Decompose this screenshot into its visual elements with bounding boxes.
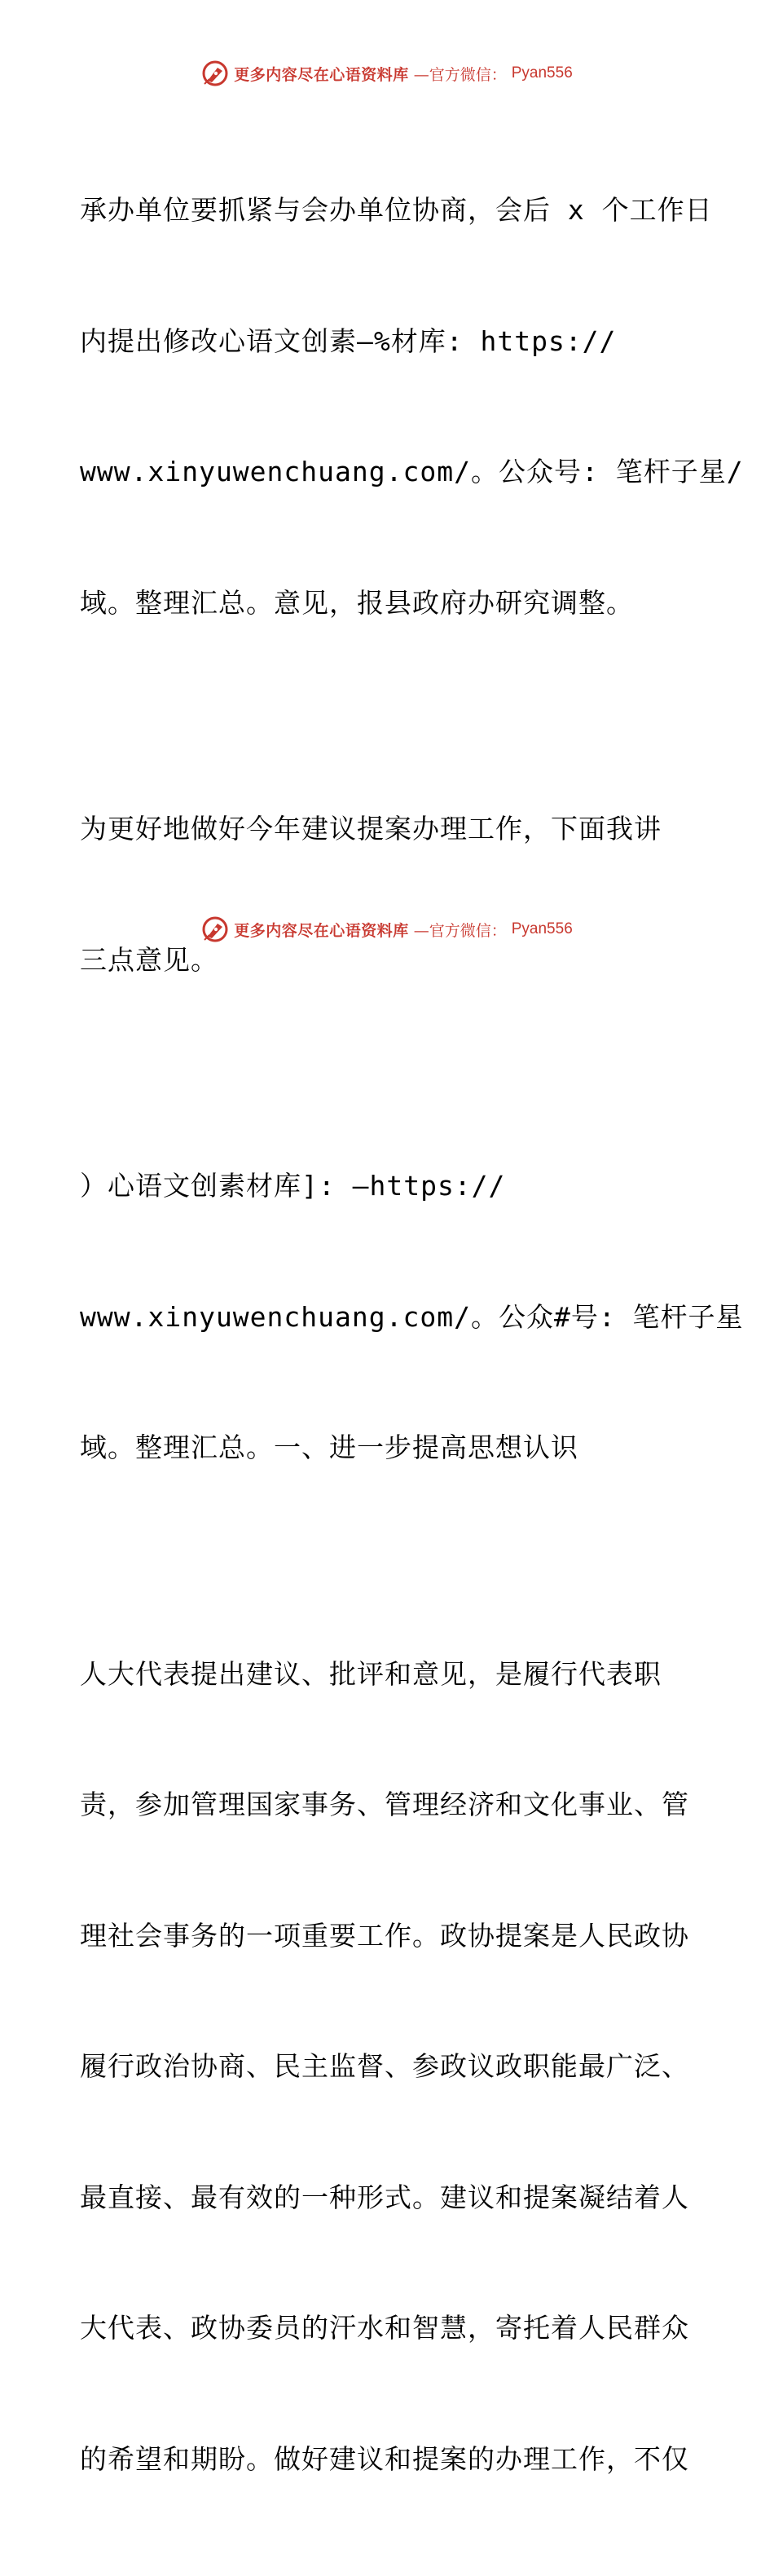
paragraph-3 [80, 1077, 744, 1557]
paragraph-line: 理社会事务的一项重要工作。政协提案是人民政协 [80, 1919, 689, 1952]
footer-banner-separator: —官方微信： [413, 921, 507, 940]
paragraph-line: ）心语文创素材库]: —https:// [80, 1170, 506, 1202]
pen-nib-logo-icon [201, 60, 229, 87]
paragraph-2 [80, 720, 699, 1069]
header-banner-title: 更多内容尽在心语资料库 [234, 65, 409, 84]
paragraph-line: 责，参加管理国家事务、管理经济和文化事业、管 [80, 1789, 689, 1820]
paragraph-line: 的希望和期盼。做好建议和提案的办理工作，不仅 [80, 2442, 689, 2475]
document-body [80, 101, 744, 2576]
paragraph-line: 域。整理汇总。意见，报县政府办研究调整。 [80, 586, 634, 619]
footer-banner-wechat-id: Pyan556 [511, 920, 573, 937]
paragraph-line: 内提出修改心语文创素—%材库: https:// [80, 324, 617, 357]
header-banner-separator: —官方微信： [413, 65, 507, 84]
paragraph-4 [80, 1565, 699, 2569]
paragraph-line: 履行政治协商、民主监督、参政议政职能最广泛、 [80, 2050, 689, 2082]
header-banner-inner [201, 60, 573, 87]
pen-nib-logo-icon [201, 915, 229, 943]
header-banner [0, 57, 774, 90]
footer-banner-title: 更多内容尽在心语资料库 [234, 921, 409, 940]
paragraph-line: 大代表、政协委员的汗水和智慧，寄托着人民群众 [80, 2312, 689, 2344]
paragraph-line: 为更好地做好今年建议提案办理工作，下面我讲 [80, 813, 662, 845]
paragraph-line: www.xinyuwenchuang.com/。公众号: 笔杆子星/ [80, 456, 744, 487]
paragraph-line: 承办单位要抓紧与会办单位协商，会后 x 个工作日 [80, 194, 713, 226]
paragraph-line: www.xinyuwenchuang.com/。公众#号: 笔杆子星 [80, 1300, 744, 1333]
paragraph-line: 三点意见。 [80, 943, 218, 976]
paragraph-line: 最直接、最有效的一种形式。建议和提案凝结着人 [80, 2181, 689, 2213]
footer-banner-inner [201, 915, 573, 943]
header-banner-wechat-id: Pyan556 [511, 64, 573, 82]
paragraph-line: 人大代表提出建议、批评和意见，是履行代表职 [80, 1657, 662, 1690]
paragraph-1 [80, 101, 744, 712]
footer-banner [0, 913, 774, 946]
paragraph-line: 域。整理汇总。一、进一步提高思想认识 [80, 1431, 578, 1463]
